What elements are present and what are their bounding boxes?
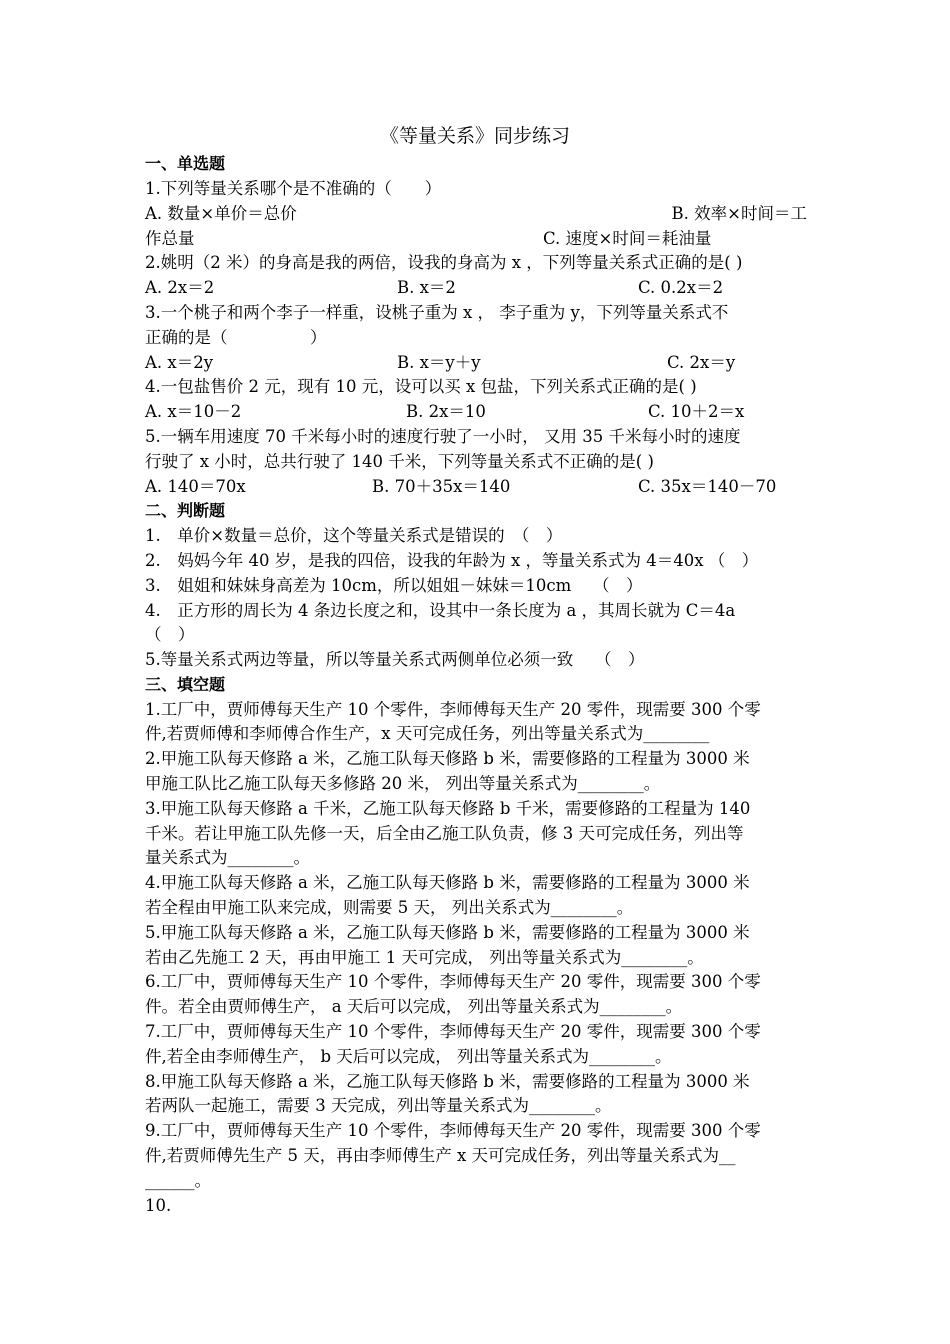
judgement-item: 5.等量关系式两边等量，所以等量关系式两侧单位必须一致 （ ） [145,650,645,669]
option-a: A. 140＝70x [145,477,246,496]
option-c: C. 速度×时间＝耗油量 [543,229,712,248]
fill-blank-line: 千米。若让甲施工队先修一天，后全由乙施工队负责，修 3 天可完成任务，列出等 [145,824,744,843]
judgement-item: 3. 姐姐和妹妹身高差为 10cm，所以姐姐－妹妹＝10cm （ ） [145,576,643,595]
judgement-item: 1. 单价×数量＝总价，这个等量关系式是错误的 （ ） [145,526,563,545]
option-c: C. 2x＝y [667,353,736,372]
option-b-continuation: 作总量 [145,229,195,248]
option-b: B. x＝y＋y [397,353,481,372]
fill-blank-line: 件,若全由李师傅生产， b 天后可以完成， 列出等量关系式为________。 [145,1047,672,1066]
option-a: A. 2x＝2 [145,278,215,297]
question-options [145,201,807,226]
judgement-item-continued: （ ） [145,625,195,644]
fill-blank-line: 件,若贾师傅和李师傅合作生产，x 天可完成任务，列出等量关系式为________ [145,724,710,743]
fill-blank-line: 件。若全由贾师傅生产， a 天后可以完成， 列出等量关系式为________。 [145,997,683,1016]
question-stem: 4.一包盐售价 2 元，现有 10 元，设可以买 x 包盐，下列关系式正确的是( ) [145,377,697,396]
judgement-item: 2. 妈妈今年 40 岁，是我的四倍，设我的年龄为 x ，等量关系式为 4＝40x （ ） [145,551,759,570]
question-stem: 1.下列等量关系哪个是不准确的（ ） [145,179,442,198]
option-b: B. 70＋35x＝140 [372,477,511,496]
fill-blank-line: 8.甲施工队每天修路 a 米，乙施工队每天修路 b 米，需要修路的工程量为 3000 米 [145,1072,750,1091]
question-stem-continued: 行驶了 x 小时，总共行驶了 140 千米，下列等量关系式不正确的是( ) [145,452,654,471]
question-stem: 2.姚明（2 米）的身高是我的两倍，设我的身高为 x ，下列等量关系式正确的是( ) [145,253,743,272]
option-c: C. 35x＝140－70 [638,477,777,496]
fill-blank-line: 7.工厂中，贾师傅每天生产 10 个零件，李师傅每天生产 20 零件，现需要 300 个零 [145,1022,761,1041]
question-stem-continued: 正确的是（ ） [145,328,327,347]
fill-blank-line: 件,若贾师傅先生产 5 天，再由李师傅生产 x 天可完成任务，列出等量关系式为__ [145,1146,736,1165]
fill-blank-line: 2.甲施工队每天修路 a 米，乙施工队每天修路 b 米，需要修路的工程量为 3000 米 [145,749,750,768]
section-heading-single-choice: 一、单选题 [145,154,226,173]
question-stem: 3.一个桃子和两个李子一样重，设桃子重为 x ， 李子重为 y，下列等量关系式不 [145,303,729,322]
fill-blank-line: 甲施工队比乙施工队每天多修路 20 米， 列出等量关系式为________。 [145,774,661,793]
option-c: C. 10＋2＝x [648,402,745,421]
option-a: A. 数量×单价＝总价 [145,204,297,223]
fill-blank-line: 若由乙先施工 2 天，再由甲施工 1 天可完成， 列出等量关系式为________。 [145,948,704,967]
option-b: B. 2x＝10 [406,402,486,421]
fill-blank-line: 量关系式为________。 [145,848,310,867]
fill-blank-line: 4.甲施工队每天修路 a 米，乙施工队每天修路 b 米，需要修路的工程量为 3000 米 [145,873,750,892]
question-stem: 5.一辆车用速度 70 千米每小时的速度行驶了一小时， 又用 35 千米每小时的速度 [145,427,741,446]
judgement-item: 4. 正方形的周长为 4 条边长度之和，设其中一条长度为 a ，其周长就为 C＝4a [145,601,736,620]
option-b: B. 效率×时间＝工 [671,204,807,223]
fill-blank-line: ______。 [145,1171,211,1190]
section-heading-true-false: 二、判断题 [145,501,226,520]
fill-blank-line: 9.工厂中，贾师傅每天生产 10 个零件，李师傅每天生产 20 零件，现需要 300 个零 [145,1121,761,1140]
option-c: C. 0.2x＝2 [638,278,724,297]
section-heading-fill-blank: 三、填空题 [145,675,226,694]
fill-blank-line: 6.工厂中，贾师傅每天生产 10 个零件，李师傅每天生产 20 零件，现需要 300 个零 [145,972,761,991]
fill-blank-line: 1.工厂中，贾师傅每天生产 10 个零件，李师傅每天生产 20 零件，现需要 300 个零 [145,700,761,719]
option-a: A. x＝2y [145,353,214,372]
fill-blank-line: 若两队一起施工，需要 3 天完成，列出等量关系式为________。 [145,1096,612,1115]
fill-blank-line: 10. [145,1196,172,1215]
fill-blank-line: 若全程由甲施工队来完成，则需要 5 天， 列出关系式为________。 [145,898,634,917]
option-b: B. x＝2 [397,278,456,297]
option-a: A. x＝10－2 [145,402,242,421]
page-title: 《等量关系》同步练习 [379,125,570,147]
fill-blank-line: 3.甲施工队每天修路 a 千米，乙施工队每天修路 b 千米，需要修路的工程量为 140 [145,799,751,818]
fill-blank-line: 5.甲施工队每天修路 a 米，乙施工队每天修路 b 米，需要修路的工程量为 3000 米 [145,923,750,942]
